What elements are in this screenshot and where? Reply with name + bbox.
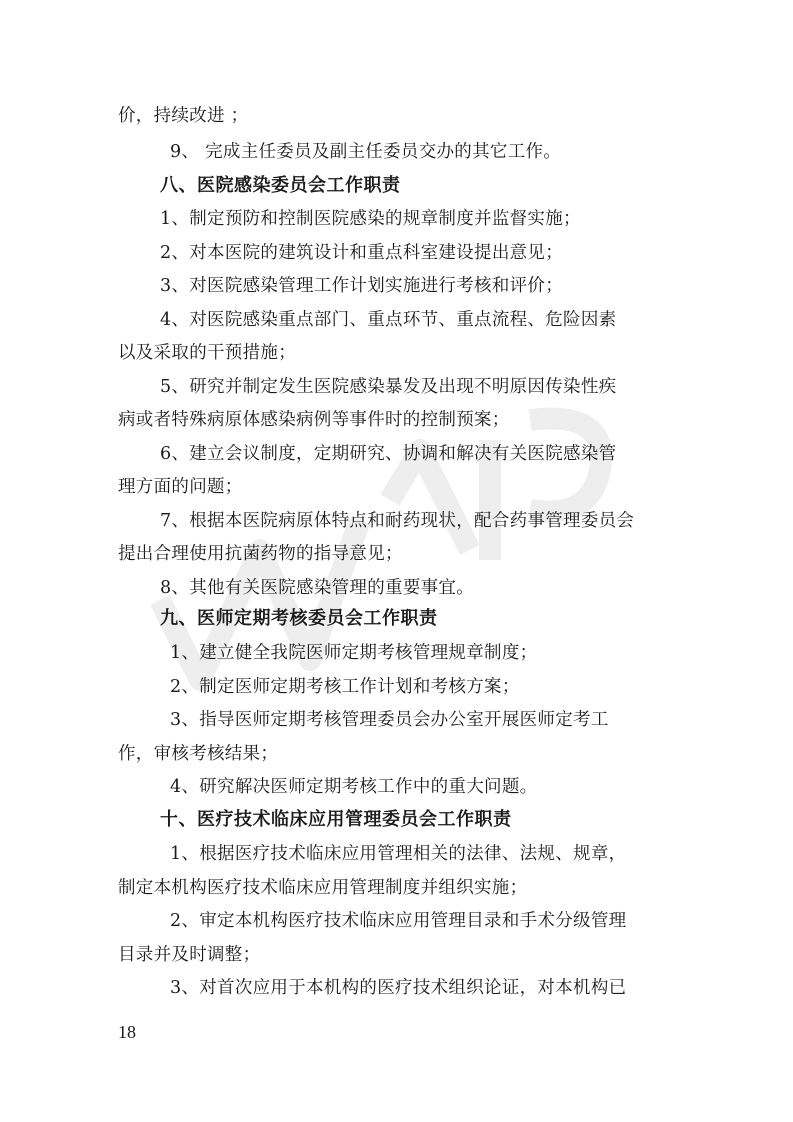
list-item: 1、根据医疗技术临床应用管理相关的法律、法规、规章， [170,844,627,864]
text-line: 制定本机构医疗技术临床应用管理制度并组织实施； [118,878,528,898]
list-item: 4、研究解决医师定期考核工作中的重大问题。 [170,777,538,797]
text-line: 价，持续改进 ； [118,106,249,126]
list-item: 3、对医院感染管理工作计划实施进行考核和评价； [160,276,564,296]
list-item: 2、对本医院的建筑设计和重点科室建设提出意见； [160,243,564,263]
list-item: 1、建立健全我院医师定期考核管理规章制度； [170,643,538,663]
text-line: 提出合理使用抗菌药物的指导意见； [118,544,403,564]
list-item: 6、建立会议制度，定期研究、协调和解决有关医院感染管 [160,444,617,464]
page-number: 18 [118,1022,136,1042]
list-item: 5、研究并制定发生医院感染暴发及出现不明原因传染性疾 [160,377,617,397]
text-line: 病或者特殊病原体感染病例等事件时的控制预案； [118,410,510,430]
list-item: 9、 完成主任委员及副主任委员交办的其它工作。 [170,142,562,162]
list-item: 2、审定本机构医疗技术临床应用管理目录和手术分级管理 [170,911,627,931]
list-item: 2、制定医师定期考核工作计划和考核方案； [170,677,520,697]
list-item: 1、制定预防和控制医院感染的规章制度并监督实施； [160,209,581,229]
text-line: 以及采取的干预措施； [118,343,296,363]
list-item: 8、其他有关医院感染管理的重要事宜。 [160,578,475,598]
list-item: 4、对医院感染重点部门、重点环节、重点流程、危险因素 [160,310,617,330]
text-line: 目录并及时调整； [118,945,261,965]
section-heading: 八、医院感染委员会工作职责 [160,175,401,196]
list-item: 7、根据本医院病原体特点和耐药现状，配合药事管理委员会 [160,511,635,531]
section-heading: 九、医师定期考核委员会工作职责 [160,608,438,629]
section-heading: 十、医疗技术临床应用管理委员会工作职责 [160,809,512,830]
list-item: 3、指导医师定期考核管理委员会办公室开展医师定考工 [170,710,609,730]
text-line: 理方面的问题； [118,477,243,497]
list-item: 3、对首次应用于本机构的医疗技术组织论证，对本机构已 [170,978,627,998]
text-line: 作，审核考核结果； [118,744,279,764]
